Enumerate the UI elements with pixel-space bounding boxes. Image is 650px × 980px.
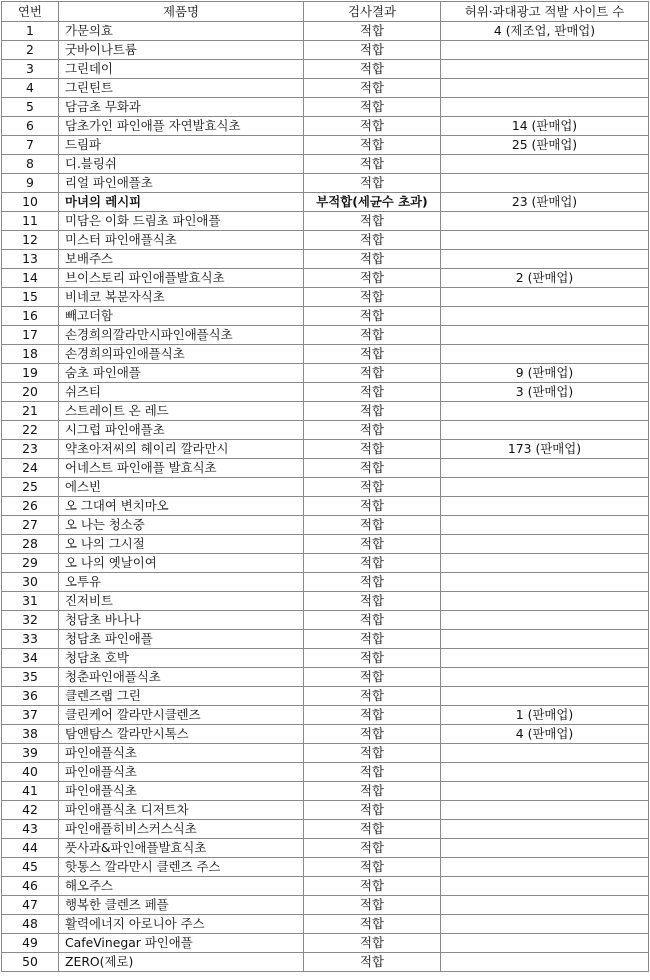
row-number: 13 bbox=[2, 250, 59, 269]
table-row bbox=[2, 231, 649, 250]
product-name: 디.블링쉬 bbox=[59, 155, 304, 174]
test-result: 적합 bbox=[304, 269, 441, 288]
table-row bbox=[2, 934, 649, 953]
row-number: 32 bbox=[2, 611, 59, 630]
product-name: 약초아저씨의 헤이리 깔라만시 bbox=[59, 440, 304, 459]
table-row bbox=[2, 326, 649, 345]
product-name: 손경희의깔라만시파인애플식초 bbox=[59, 326, 304, 345]
product-name: 마녀의 레시피 bbox=[59, 193, 304, 212]
product-name: 클렌즈랩 그린 bbox=[59, 687, 304, 706]
false-ad-site-count bbox=[441, 877, 649, 896]
false-ad-site-count bbox=[441, 763, 649, 782]
table-row bbox=[2, 649, 649, 668]
row-number: 7 bbox=[2, 136, 59, 155]
row-number: 4 bbox=[2, 79, 59, 98]
test-result: 적합 bbox=[304, 307, 441, 326]
false-ad-site-count bbox=[441, 212, 649, 231]
false-ad-site-count: 1 (판매업) bbox=[441, 706, 649, 725]
false-ad-site-count bbox=[441, 630, 649, 649]
test-result: 적합 bbox=[304, 877, 441, 896]
false-ad-site-count: 25 (판매업) bbox=[441, 136, 649, 155]
table-row bbox=[2, 839, 649, 858]
test-result: 적합 bbox=[304, 630, 441, 649]
false-ad-site-count bbox=[441, 155, 649, 174]
product-name: 파인애플식초 bbox=[59, 744, 304, 763]
table-row bbox=[2, 22, 649, 41]
test-result: 적합 bbox=[304, 383, 441, 402]
product-name: 에스빈 bbox=[59, 478, 304, 497]
product-name: 청춘파인애플식초 bbox=[59, 668, 304, 687]
product-name: 오 나의 옛날이여 bbox=[59, 554, 304, 573]
test-result: 적합 bbox=[304, 402, 441, 421]
test-result: 적합 bbox=[304, 345, 441, 364]
product-name: 탐앤탐스 깔라만시톡스 bbox=[59, 725, 304, 744]
row-number: 19 bbox=[2, 364, 59, 383]
product-name: 담금초 무화과 bbox=[59, 98, 304, 117]
row-number: 20 bbox=[2, 383, 59, 402]
test-result: 적합 bbox=[304, 535, 441, 554]
row-number: 34 bbox=[2, 649, 59, 668]
table-row bbox=[2, 402, 649, 421]
product-name: 파인애플식초 디저트차 bbox=[59, 801, 304, 820]
test-result: 적합 bbox=[304, 421, 441, 440]
table-row bbox=[2, 668, 649, 687]
table-row bbox=[2, 345, 649, 364]
test-result: 적합 bbox=[304, 136, 441, 155]
row-number: 28 bbox=[2, 535, 59, 554]
false-ad-site-count bbox=[441, 459, 649, 478]
test-result: 적합 bbox=[304, 250, 441, 269]
table-row bbox=[2, 687, 649, 706]
false-ad-site-count bbox=[441, 326, 649, 345]
product-name: 그린틴트 bbox=[59, 79, 304, 98]
false-ad-site-count bbox=[441, 497, 649, 516]
product-name: 스트레이트 온 레드 bbox=[59, 402, 304, 421]
false-ad-site-count: 173 (판매업) bbox=[441, 440, 649, 459]
test-result: 적합 bbox=[304, 725, 441, 744]
false-ad-site-count bbox=[441, 953, 649, 972]
row-number: 3 bbox=[2, 60, 59, 79]
row-number: 39 bbox=[2, 744, 59, 763]
test-result: 적합 bbox=[304, 573, 441, 592]
row-number: 49 bbox=[2, 934, 59, 953]
test-result: 적합 bbox=[304, 117, 441, 136]
product-name: 시그럽 파인애플초 bbox=[59, 421, 304, 440]
test-result: 적합 bbox=[304, 364, 441, 383]
test-result: 적합 bbox=[304, 801, 441, 820]
false-ad-site-count bbox=[441, 41, 649, 60]
table-row bbox=[2, 877, 649, 896]
false-ad-site-count bbox=[441, 573, 649, 592]
table-row bbox=[2, 573, 649, 592]
table-row bbox=[2, 155, 649, 174]
product-name: 브이스토리 파인애플발효식초 bbox=[59, 269, 304, 288]
test-result: 적합 bbox=[304, 706, 441, 725]
product-name: CafeVinegar 파인애플 bbox=[59, 934, 304, 953]
false-ad-site-count bbox=[441, 896, 649, 915]
false-ad-site-count bbox=[441, 554, 649, 573]
row-number: 38 bbox=[2, 725, 59, 744]
product-name: 활력에너지 아로니아 주스 bbox=[59, 915, 304, 934]
table-row bbox=[2, 592, 649, 611]
test-result: 적합 bbox=[304, 478, 441, 497]
table-row bbox=[2, 307, 649, 326]
table-row bbox=[2, 801, 649, 820]
false-ad-site-count: 4 (제조업, 판매업) bbox=[441, 22, 649, 41]
inspection-results-table bbox=[1, 1, 649, 972]
false-ad-site-count bbox=[441, 402, 649, 421]
false-ad-site-count: 2 (판매업) bbox=[441, 269, 649, 288]
false-ad-site-count bbox=[441, 668, 649, 687]
table-row bbox=[2, 288, 649, 307]
row-number: 11 bbox=[2, 212, 59, 231]
row-number: 22 bbox=[2, 421, 59, 440]
row-number: 33 bbox=[2, 630, 59, 649]
row-number: 10 bbox=[2, 193, 59, 212]
table-row bbox=[2, 478, 649, 497]
test-result: 적합 bbox=[304, 744, 441, 763]
table-row bbox=[2, 193, 649, 212]
test-result: 적합 bbox=[304, 326, 441, 345]
product-name: 오투유 bbox=[59, 573, 304, 592]
header-test-result: 검사결과 bbox=[304, 2, 441, 22]
row-number: 42 bbox=[2, 801, 59, 820]
table-header-row bbox=[2, 2, 649, 22]
product-name: 파인애플식초 bbox=[59, 763, 304, 782]
row-number: 16 bbox=[2, 307, 59, 326]
false-ad-site-count: 14 (판매업) bbox=[441, 117, 649, 136]
header-product-name: 제품명 bbox=[59, 2, 304, 22]
table-row bbox=[2, 174, 649, 193]
row-number: 37 bbox=[2, 706, 59, 725]
test-result: 적합 bbox=[304, 22, 441, 41]
row-number: 15 bbox=[2, 288, 59, 307]
false-ad-site-count bbox=[441, 79, 649, 98]
table-row bbox=[2, 630, 649, 649]
table-row bbox=[2, 706, 649, 725]
false-ad-site-count: 4 (판매업) bbox=[441, 725, 649, 744]
false-ad-site-count bbox=[441, 744, 649, 763]
test-result: 적합 bbox=[304, 459, 441, 478]
table-row bbox=[2, 611, 649, 630]
product-name: 비네코 복분자식초 bbox=[59, 288, 304, 307]
table-row bbox=[2, 41, 649, 60]
false-ad-site-count bbox=[441, 535, 649, 554]
table-row bbox=[2, 250, 649, 269]
table-row bbox=[2, 383, 649, 402]
row-number: 41 bbox=[2, 782, 59, 801]
false-ad-site-count: 9 (판매업) bbox=[441, 364, 649, 383]
table-row bbox=[2, 820, 649, 839]
row-number: 9 bbox=[2, 174, 59, 193]
product-name: 보배주스 bbox=[59, 250, 304, 269]
false-ad-site-count bbox=[441, 592, 649, 611]
row-number: 25 bbox=[2, 478, 59, 497]
product-name: 해오주스 bbox=[59, 877, 304, 896]
product-name: 오 그대여 변치마오 bbox=[59, 497, 304, 516]
false-ad-site-count bbox=[441, 611, 649, 630]
row-number: 50 bbox=[2, 953, 59, 972]
row-number: 21 bbox=[2, 402, 59, 421]
product-name: 손경희의파인애플식초 bbox=[59, 345, 304, 364]
row-number: 17 bbox=[2, 326, 59, 345]
table-row bbox=[2, 782, 649, 801]
table-row bbox=[2, 725, 649, 744]
product-name: 청담초 파인애플 bbox=[59, 630, 304, 649]
row-number: 31 bbox=[2, 592, 59, 611]
test-result: 적합 bbox=[304, 516, 441, 535]
false-ad-site-count bbox=[441, 839, 649, 858]
row-number: 29 bbox=[2, 554, 59, 573]
false-ad-site-count bbox=[441, 649, 649, 668]
test-result: 적합 bbox=[304, 934, 441, 953]
row-number: 36 bbox=[2, 687, 59, 706]
header-number: 연번 bbox=[2, 2, 59, 22]
test-result: 적합 bbox=[304, 554, 441, 573]
row-number: 43 bbox=[2, 820, 59, 839]
test-result: 적합 bbox=[304, 41, 441, 60]
table-row bbox=[2, 440, 649, 459]
table-row bbox=[2, 915, 649, 934]
test-result: 부적합(세균수 초과) bbox=[304, 193, 441, 212]
test-result: 적합 bbox=[304, 288, 441, 307]
product-name: 미담은 이화 드림초 파인애플 bbox=[59, 212, 304, 231]
row-number: 6 bbox=[2, 117, 59, 136]
row-number: 8 bbox=[2, 155, 59, 174]
test-result: 적합 bbox=[304, 858, 441, 877]
false-ad-site-count bbox=[441, 231, 649, 250]
table-body bbox=[2, 22, 649, 972]
table-row bbox=[2, 212, 649, 231]
table-row bbox=[2, 896, 649, 915]
row-number: 23 bbox=[2, 440, 59, 459]
test-result: 적합 bbox=[304, 687, 441, 706]
product-name: 담초가인 파인애플 자연발효식초 bbox=[59, 117, 304, 136]
false-ad-site-count bbox=[441, 801, 649, 820]
false-ad-site-count bbox=[441, 307, 649, 326]
product-name: 굿바이나트륨 bbox=[59, 41, 304, 60]
test-result: 적합 bbox=[304, 440, 441, 459]
false-ad-site-count bbox=[441, 421, 649, 440]
table-row bbox=[2, 421, 649, 440]
table-row bbox=[2, 459, 649, 478]
row-number: 30 bbox=[2, 573, 59, 592]
row-number: 44 bbox=[2, 839, 59, 858]
row-number: 1 bbox=[2, 22, 59, 41]
table-row bbox=[2, 136, 649, 155]
test-result: 적합 bbox=[304, 839, 441, 858]
product-name: 미스터 파인애플식초 bbox=[59, 231, 304, 250]
product-name: 오 나는 청소중 bbox=[59, 516, 304, 535]
product-name: 그린데이 bbox=[59, 60, 304, 79]
row-number: 18 bbox=[2, 345, 59, 364]
test-result: 적합 bbox=[304, 611, 441, 630]
test-result: 적합 bbox=[304, 60, 441, 79]
false-ad-site-count bbox=[441, 98, 649, 117]
test-result: 적합 bbox=[304, 174, 441, 193]
row-number: 40 bbox=[2, 763, 59, 782]
table-row bbox=[2, 744, 649, 763]
false-ad-site-count bbox=[441, 250, 649, 269]
table-row bbox=[2, 117, 649, 136]
row-number: 27 bbox=[2, 516, 59, 535]
row-number: 45 bbox=[2, 858, 59, 877]
false-ad-site-count bbox=[441, 345, 649, 364]
product-name: 청담초 바나나 bbox=[59, 611, 304, 630]
product-name: 오 나의 그시절 bbox=[59, 535, 304, 554]
test-result: 적합 bbox=[304, 668, 441, 687]
product-name: 청담초 호박 bbox=[59, 649, 304, 668]
false-ad-site-count bbox=[441, 915, 649, 934]
table-row bbox=[2, 269, 649, 288]
product-name: 진저비트 bbox=[59, 592, 304, 611]
table-row bbox=[2, 953, 649, 972]
row-number: 35 bbox=[2, 668, 59, 687]
test-result: 적합 bbox=[304, 497, 441, 516]
row-number: 12 bbox=[2, 231, 59, 250]
false-ad-site-count bbox=[441, 687, 649, 706]
product-name: 가문의효 bbox=[59, 22, 304, 41]
test-result: 적합 bbox=[304, 953, 441, 972]
product-name: 쉬즈티 bbox=[59, 383, 304, 402]
false-ad-site-count bbox=[441, 782, 649, 801]
test-result: 적합 bbox=[304, 155, 441, 174]
product-name: ZERO(제로) bbox=[59, 953, 304, 972]
row-number: 47 bbox=[2, 896, 59, 915]
table-row bbox=[2, 858, 649, 877]
product-name: 행복한 클렌즈 페플 bbox=[59, 896, 304, 915]
table-row bbox=[2, 516, 649, 535]
row-number: 46 bbox=[2, 877, 59, 896]
test-result: 적합 bbox=[304, 212, 441, 231]
test-result: 적합 bbox=[304, 79, 441, 98]
product-name: 빼고더함 bbox=[59, 307, 304, 326]
test-result: 적합 bbox=[304, 896, 441, 915]
false-ad-site-count bbox=[441, 858, 649, 877]
row-number: 26 bbox=[2, 497, 59, 516]
false-ad-site-count bbox=[441, 934, 649, 953]
table-row bbox=[2, 79, 649, 98]
product-name: 리얼 파인애플초 bbox=[59, 174, 304, 193]
row-number: 48 bbox=[2, 915, 59, 934]
table-row bbox=[2, 535, 649, 554]
false-ad-site-count: 3 (판매업) bbox=[441, 383, 649, 402]
table-row bbox=[2, 98, 649, 117]
test-result: 적합 bbox=[304, 782, 441, 801]
test-result: 적합 bbox=[304, 592, 441, 611]
false-ad-site-count bbox=[441, 478, 649, 497]
test-result: 적합 bbox=[304, 649, 441, 668]
product-name: 클린케어 깔라만시클렌즈 bbox=[59, 706, 304, 725]
test-result: 적합 bbox=[304, 915, 441, 934]
false-ad-site-count bbox=[441, 516, 649, 535]
false-ad-site-count bbox=[441, 820, 649, 839]
product-name: 파인애플식초 bbox=[59, 782, 304, 801]
test-result: 적합 bbox=[304, 820, 441, 839]
row-number: 2 bbox=[2, 41, 59, 60]
row-number: 24 bbox=[2, 459, 59, 478]
product-name: 파인애플히비스커스식초 bbox=[59, 820, 304, 839]
test-result: 적합 bbox=[304, 98, 441, 117]
product-name: 드림파 bbox=[59, 136, 304, 155]
table-row bbox=[2, 763, 649, 782]
table-row bbox=[2, 364, 649, 383]
test-result: 적합 bbox=[304, 231, 441, 250]
product-name: 핫통스 깔라만시 클렌즈 주스 bbox=[59, 858, 304, 877]
header-false-ad-sites: 허위·과대광고 적발 사이트 수 bbox=[441, 2, 649, 22]
table-row bbox=[2, 60, 649, 79]
test-result: 적합 bbox=[304, 763, 441, 782]
product-name: 풋사과&파인애플발효식초 bbox=[59, 839, 304, 858]
product-name: 어네스트 파인애플 발효식초 bbox=[59, 459, 304, 478]
table-row bbox=[2, 497, 649, 516]
false-ad-site-count bbox=[441, 174, 649, 193]
table-row bbox=[2, 554, 649, 573]
row-number: 14 bbox=[2, 269, 59, 288]
product-name: 숨초 파인애플 bbox=[59, 364, 304, 383]
false-ad-site-count bbox=[441, 288, 649, 307]
false-ad-site-count: 23 (판매업) bbox=[441, 193, 649, 212]
false-ad-site-count bbox=[441, 60, 649, 79]
row-number: 5 bbox=[2, 98, 59, 117]
